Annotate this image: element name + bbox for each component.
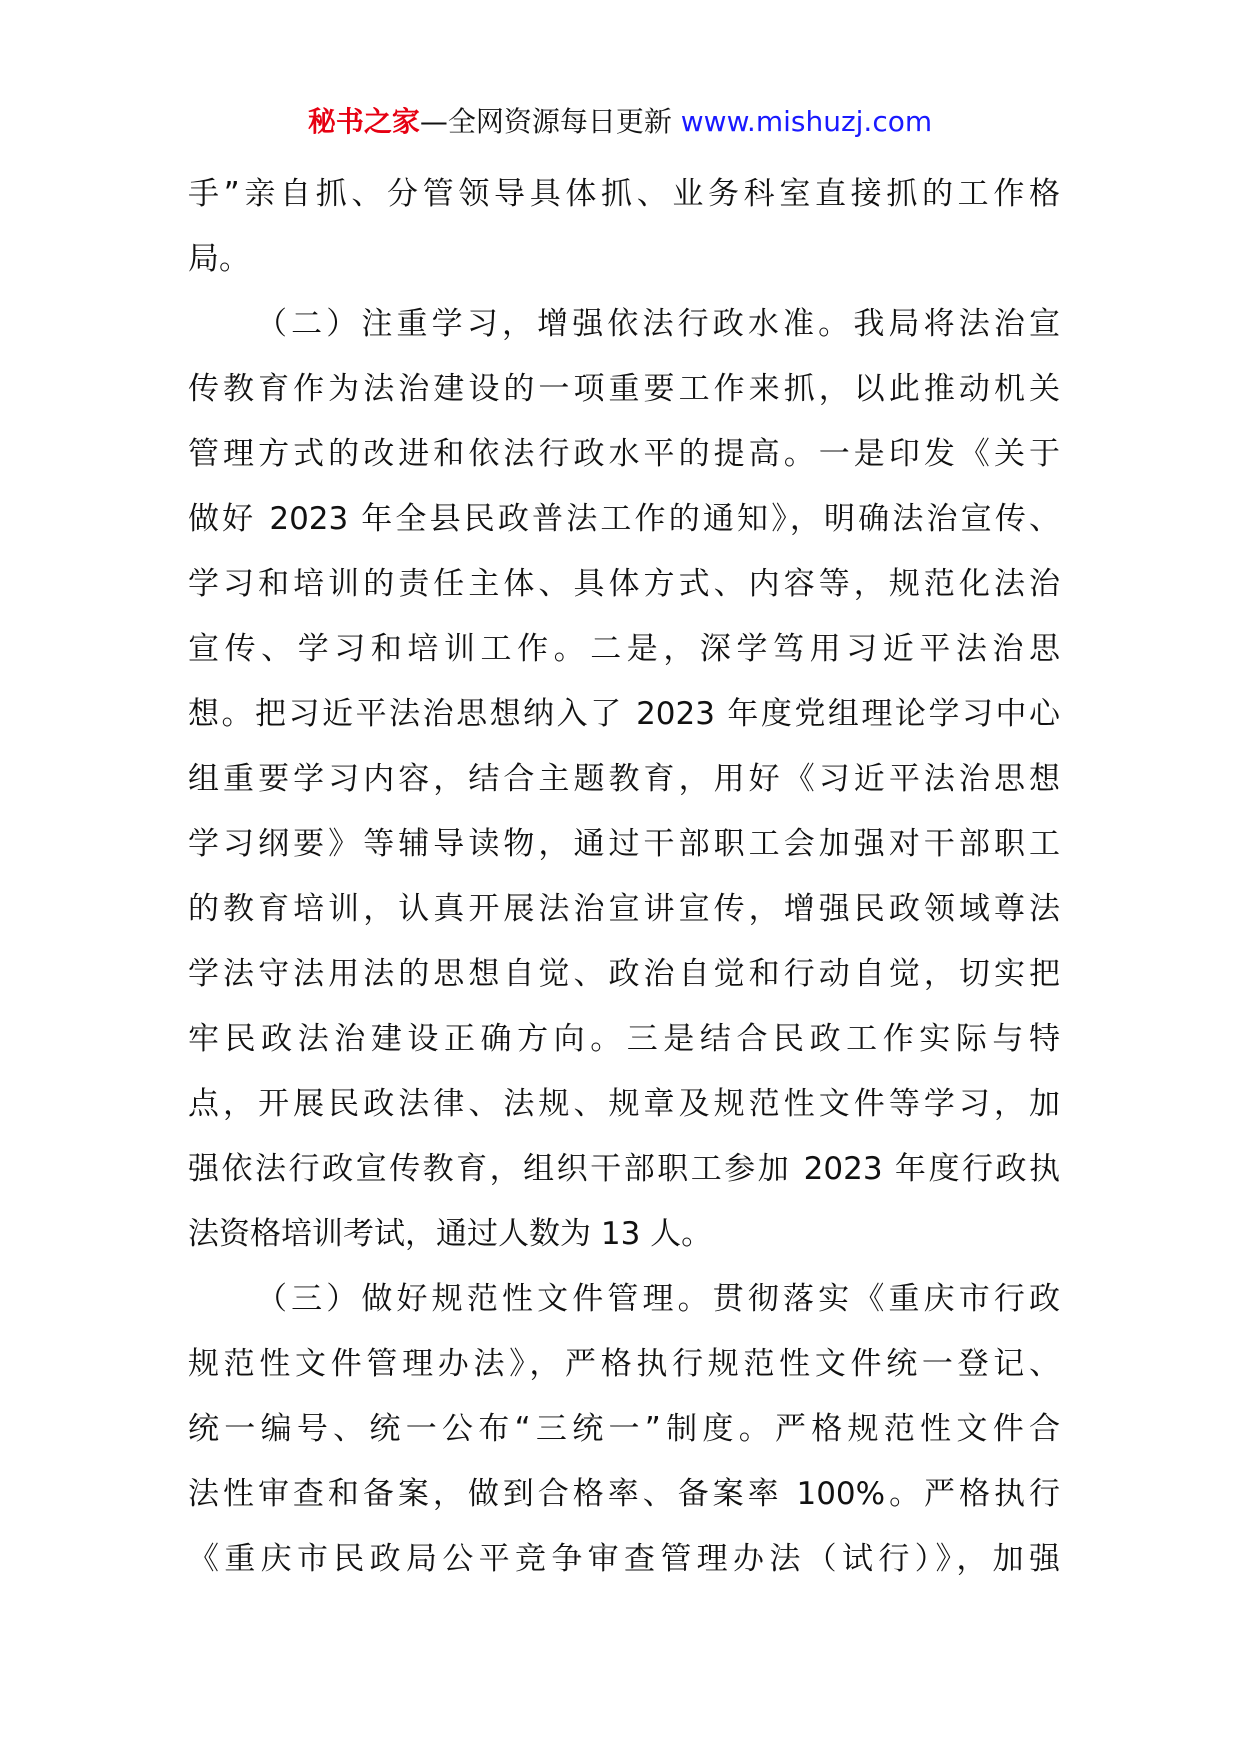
text-line: 强依法行政宣传教育，组织干部职工参加 2023 年度行政执 bbox=[188, 1151, 1060, 1187]
text-line: 想。把习近平法治思想纳入了 2023 年度党组理论学习中心 bbox=[188, 696, 1060, 732]
section-heading-line: （三）做好规范性文件管理。贯彻落实《重庆市行政 bbox=[256, 1281, 1060, 1317]
site-url-link[interactable]: www.mishuzj.com bbox=[680, 105, 933, 138]
text-line: 局。 bbox=[188, 241, 250, 277]
text-line: 规范性文件管理办法》，严格执行规范性文件统一登记、 bbox=[188, 1346, 1060, 1382]
text-line: 学习和培训的责任主体、具体方式、内容等，规范化法治 bbox=[188, 566, 1060, 602]
text-line: 法性审查和备案，做到合格率、备案率 100%。严格执行 bbox=[188, 1476, 1060, 1512]
text-line: 法资格培训考试，通过人数为 13 人。 bbox=[188, 1216, 713, 1252]
site-brand: 秘书之家 bbox=[307, 105, 420, 138]
text-line: 统一编号、统一公布“三统一”制度。严格规范性文件合 bbox=[188, 1411, 1060, 1447]
site-slogan: —全网资源每日更新 bbox=[419, 105, 681, 138]
document-body bbox=[188, 162, 1060, 1592]
text-line: 做好 2023 年全县民政普法工作的通知》，明确法治宣传、 bbox=[188, 501, 1060, 537]
site-header bbox=[0, 102, 1240, 142]
text-line: 管理方式的改进和依法行政水平的提高。一是印发《关于 bbox=[188, 436, 1060, 472]
text-line: 的教育培训，认真开展法治宣讲宣传，增强民政领域尊法 bbox=[188, 891, 1060, 927]
text-line: 学法守法用法的思想自觉、政治自觉和行动自觉，切实把 bbox=[188, 956, 1060, 992]
text-line: 《重庆市民政局公平竞争审查管理办法（试行）》，加强 bbox=[188, 1541, 1060, 1577]
text-line: 点，开展民政法律、法规、规章及规范性文件等学习，加 bbox=[188, 1086, 1060, 1122]
text-line: 组重要学习内容，结合主题教育，用好《习近平法治思想 bbox=[188, 761, 1060, 797]
text-line: 学习纲要》等辅导读物，通过干部职工会加强对干部职工 bbox=[188, 826, 1060, 862]
text-line: 传教育作为法治建设的一项重要工作来抓，以此推动机关 bbox=[188, 371, 1060, 407]
text-line: 牢民政法治建设正确方向。三是结合民政工作实际与特 bbox=[188, 1021, 1060, 1057]
text-line: 手”亲自抓、分管领导具体抓、业务科室直接抓的工作格 bbox=[188, 176, 1060, 212]
text-line: 宣传、学习和培训工作。二是，深学笃用习近平法治思 bbox=[188, 631, 1060, 667]
section-heading-line: （二）注重学习，增强依法行政水准。我局将法治宣 bbox=[256, 306, 1060, 342]
